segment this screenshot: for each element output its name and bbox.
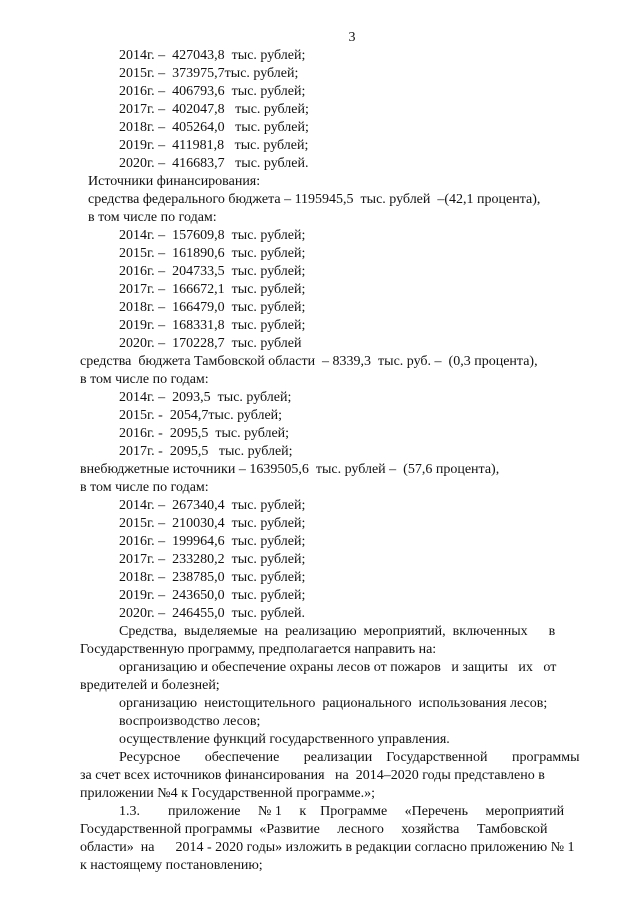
text-line: осуществление функций государственного управления. bbox=[119, 732, 450, 747]
text-line: Государственную программу, предполагается направить на: bbox=[80, 642, 437, 657]
text-line: 2018г. – 166479,0 тыс. рублей; bbox=[119, 300, 306, 315]
text-line: области» на 2014 - 2020 годы» изложить в редакции согласно приложению № 1 bbox=[80, 840, 575, 855]
text-line: Источники финансирования: bbox=[88, 174, 261, 189]
text-line: в том числе по годам: bbox=[80, 372, 209, 387]
text-line: внебюджетные источники – 1639505,6 тыс. рублей – (57,6 процента), bbox=[80, 462, 500, 477]
text-line: 2018г. – 238785,0 тыс. рублей; bbox=[119, 570, 306, 585]
text-line: 2019г. – 168331,8 тыс. рублей; bbox=[119, 318, 306, 333]
text-line: 2017г. – 402047,8 тыс. рублей; bbox=[119, 102, 309, 117]
text-line: 2014г. – 267340,4 тыс. рублей; bbox=[119, 498, 306, 513]
text-line: к настоящему постановлению; bbox=[80, 858, 263, 873]
text-line: 2019г. – 243650,0 тыс. рублей; bbox=[119, 588, 306, 603]
text-line: 2020г. – 416683,7 тыс. рублей. bbox=[119, 156, 309, 171]
text-line: в том числе по годам: bbox=[80, 480, 209, 495]
text-line: 2015г. – 373975,7тыс. рублей; bbox=[119, 66, 299, 81]
text-line: средства федерального бюджета – 1195945,5 тыс. рублей –(42,1 процента), bbox=[88, 192, 541, 207]
text-line: 2015г. – 161890,6 тыс. рублей; bbox=[119, 246, 306, 261]
text-line: 2016г. – 406793,6 тыс. рублей; bbox=[119, 84, 306, 99]
text-line: 2014г. – 427043,8 тыс. рублей; bbox=[119, 48, 306, 63]
page-number: 3 bbox=[348, 30, 356, 45]
text-line: 2018г. – 405264,0 тыс. рублей; bbox=[119, 120, 309, 135]
text-line: средства бюджета Тамбовской области – 8339,3 тыс. руб. – (0,3 процента), bbox=[80, 354, 538, 369]
text-line: организацию неистощительного рационального использования лесов; bbox=[119, 696, 548, 711]
text-line: 2015г. - 2054,7тыс. рублей; bbox=[119, 408, 283, 423]
text-line: 2019г. – 411981,8 тыс. рублей; bbox=[119, 138, 309, 153]
text-line: 2017г. – 233280,2 тыс. рублей; bbox=[119, 552, 306, 567]
text-line: за счет всех источников финансирования на 2014–2020 годы представлено в bbox=[80, 768, 545, 783]
text-line: 2020г. – 246455,0 тыс. рублей. bbox=[119, 606, 305, 621]
text-line: 2016г. – 199964,6 тыс. рублей; bbox=[119, 534, 306, 549]
text-line: 2017г. - 2095,5 тыс. рублей; bbox=[119, 444, 293, 459]
text-line: Государственной программы «Развитие лесного хозяйства Тамбовской bbox=[80, 822, 548, 837]
text-line: организацию и обеспечение охраны лесов от пожаров и защиты их от bbox=[119, 660, 557, 675]
text-line: приложении №4 к Государственной программе.»; bbox=[80, 786, 375, 801]
text-line: 2014г. – 157609,8 тыс. рублей; bbox=[119, 228, 306, 243]
text-line: 2016г. - 2095,5 тыс. рублей; bbox=[119, 426, 290, 441]
text-line: 1.3. приложение № 1 к Программе «Перечень мероприятий bbox=[119, 804, 565, 819]
text-line: 2016г. – 204733,5 тыс. рублей; bbox=[119, 264, 306, 279]
text-line: Ресурсное обеспечение реализации Государственной программы bbox=[119, 750, 580, 765]
text-line: 2017г. – 166672,1 тыс. рублей; bbox=[119, 282, 306, 297]
text-line: 2014г. – 2093,5 тыс. рублей; bbox=[119, 390, 292, 405]
text-line: вредителей и болезней; bbox=[80, 678, 220, 693]
text-line: Средства, выделяемые на реализацию мероприятий, включенных в bbox=[119, 624, 556, 639]
text-line: воспроизводство лесов; bbox=[119, 714, 261, 729]
text-line: 2015г. – 210030,4 тыс. рублей; bbox=[119, 516, 306, 531]
text-line: в том числе по годам: bbox=[88, 210, 217, 225]
text-line: 2020г. – 170228,7 тыс. рублей bbox=[119, 336, 302, 351]
